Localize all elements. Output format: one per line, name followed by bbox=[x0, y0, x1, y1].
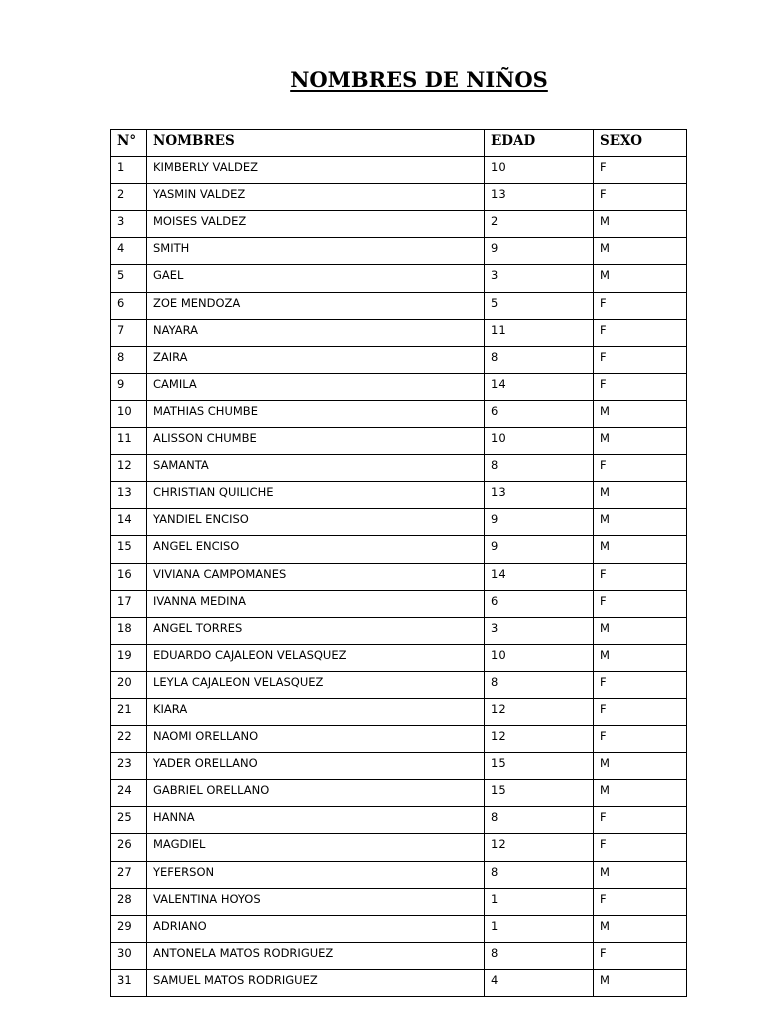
cell-name: KIARA bbox=[147, 698, 485, 725]
cell-name: SMITH bbox=[147, 238, 485, 265]
cell-age: 10 bbox=[485, 644, 594, 671]
cell-age: 13 bbox=[485, 184, 594, 211]
cell-name: IVANNA MEDINA bbox=[147, 590, 485, 617]
table-row bbox=[111, 888, 687, 915]
cell-age: 8 bbox=[485, 807, 594, 834]
cell-sex: F bbox=[594, 455, 687, 482]
cell-age: 12 bbox=[485, 726, 594, 753]
cell-name: MOISES VALDEZ bbox=[147, 211, 485, 238]
cell-age: 4 bbox=[485, 969, 594, 996]
cell-number: 14 bbox=[111, 509, 147, 536]
cell-name: MAGDIEL bbox=[147, 834, 485, 861]
table-row bbox=[111, 265, 687, 292]
cell-name: VIVIANA CAMPOMANES bbox=[147, 563, 485, 590]
cell-number: 15 bbox=[111, 536, 147, 563]
children-table bbox=[110, 129, 687, 997]
column-header-sex: SEXO bbox=[594, 130, 687, 157]
cell-age: 8 bbox=[485, 861, 594, 888]
cell-age: 14 bbox=[485, 373, 594, 400]
cell-age: 8 bbox=[485, 671, 594, 698]
table-row bbox=[111, 536, 687, 563]
cell-age: 1 bbox=[485, 915, 594, 942]
cell-number: 27 bbox=[111, 861, 147, 888]
cell-name: MATHIAS CHUMBE bbox=[147, 400, 485, 427]
table-row bbox=[111, 211, 687, 238]
table-body bbox=[111, 157, 687, 997]
cell-name: SAMUEL MATOS RODRIGUEZ bbox=[147, 969, 485, 996]
cell-sex: F bbox=[594, 942, 687, 969]
table-row bbox=[111, 753, 687, 780]
cell-number: 16 bbox=[111, 563, 147, 590]
cell-number: 25 bbox=[111, 807, 147, 834]
cell-name: HANNA bbox=[147, 807, 485, 834]
cell-sex: F bbox=[594, 373, 687, 400]
cell-sex: F bbox=[594, 671, 687, 698]
cell-age: 10 bbox=[485, 157, 594, 184]
cell-number: 6 bbox=[111, 292, 147, 319]
table-row bbox=[111, 969, 687, 996]
table-row bbox=[111, 482, 687, 509]
cell-name: ZOE MENDOZA bbox=[147, 292, 485, 319]
column-header-number: N° bbox=[111, 130, 147, 157]
cell-name: YADER ORELLANO bbox=[147, 753, 485, 780]
cell-age: 15 bbox=[485, 753, 594, 780]
cell-number: 21 bbox=[111, 698, 147, 725]
table-row bbox=[111, 184, 687, 211]
table-row bbox=[111, 807, 687, 834]
cell-name: NAYARA bbox=[147, 319, 485, 346]
table-row bbox=[111, 915, 687, 942]
cell-number: 1 bbox=[111, 157, 147, 184]
table-row bbox=[111, 400, 687, 427]
table-row bbox=[111, 373, 687, 400]
table-row bbox=[111, 780, 687, 807]
cell-name: ADRIANO bbox=[147, 915, 485, 942]
table-row bbox=[111, 942, 687, 969]
table-row bbox=[111, 346, 687, 373]
cell-number: 4 bbox=[111, 238, 147, 265]
cell-age: 10 bbox=[485, 428, 594, 455]
cell-name: VALENTINA HOYOS bbox=[147, 888, 485, 915]
table-row bbox=[111, 157, 687, 184]
cell-name: GABRIEL ORELLANO bbox=[147, 780, 485, 807]
cell-sex: M bbox=[594, 400, 687, 427]
cell-number: 24 bbox=[111, 780, 147, 807]
table-row bbox=[111, 238, 687, 265]
cell-sex: F bbox=[594, 807, 687, 834]
cell-sex: F bbox=[594, 698, 687, 725]
cell-sex: M bbox=[594, 861, 687, 888]
cell-age: 8 bbox=[485, 942, 594, 969]
cell-age: 5 bbox=[485, 292, 594, 319]
cell-number: 28 bbox=[111, 888, 147, 915]
cell-sex: F bbox=[594, 319, 687, 346]
document-title: NOMBRES DE NIÑOS bbox=[290, 67, 548, 92]
cell-name: ANTONELA MATOS RODRIGUEZ bbox=[147, 942, 485, 969]
cell-sex: F bbox=[594, 292, 687, 319]
table-row bbox=[111, 726, 687, 753]
cell-name: CHRISTIAN QUILICHE bbox=[147, 482, 485, 509]
cell-sex: F bbox=[594, 888, 687, 915]
table-row bbox=[111, 428, 687, 455]
cell-age: 15 bbox=[485, 780, 594, 807]
cell-sex: M bbox=[594, 780, 687, 807]
cell-name: GAEL bbox=[147, 265, 485, 292]
cell-sex: M bbox=[594, 536, 687, 563]
cell-age: 14 bbox=[485, 563, 594, 590]
cell-name: ANGEL TORRES bbox=[147, 617, 485, 644]
cell-age: 3 bbox=[485, 265, 594, 292]
cell-age: 13 bbox=[485, 482, 594, 509]
column-header-age: EDAD bbox=[485, 130, 594, 157]
cell-age: 8 bbox=[485, 346, 594, 373]
cell-number: 9 bbox=[111, 373, 147, 400]
cell-sex: F bbox=[594, 346, 687, 373]
cell-age: 8 bbox=[485, 455, 594, 482]
cell-number: 18 bbox=[111, 617, 147, 644]
cell-number: 19 bbox=[111, 644, 147, 671]
cell-age: 9 bbox=[485, 509, 594, 536]
cell-sex: M bbox=[594, 238, 687, 265]
cell-age: 1 bbox=[485, 888, 594, 915]
cell-number: 5 bbox=[111, 265, 147, 292]
table-row bbox=[111, 319, 687, 346]
cell-number: 13 bbox=[111, 482, 147, 509]
cell-age: 12 bbox=[485, 698, 594, 725]
cell-sex: F bbox=[594, 157, 687, 184]
cell-sex: F bbox=[594, 590, 687, 617]
table-row bbox=[111, 698, 687, 725]
cell-number: 20 bbox=[111, 671, 147, 698]
cell-name: NAOMI ORELLANO bbox=[147, 726, 485, 753]
cell-sex: F bbox=[594, 563, 687, 590]
cell-name: CAMILA bbox=[147, 373, 485, 400]
cell-number: 22 bbox=[111, 726, 147, 753]
cell-name: YANDIEL ENCISO bbox=[147, 509, 485, 536]
table-row bbox=[111, 671, 687, 698]
cell-age: 9 bbox=[485, 238, 594, 265]
cell-sex: M bbox=[594, 644, 687, 671]
table-row bbox=[111, 509, 687, 536]
table-row bbox=[111, 455, 687, 482]
cell-number: 10 bbox=[111, 400, 147, 427]
table-row bbox=[111, 644, 687, 671]
cell-name: YASMIN VALDEZ bbox=[147, 184, 485, 211]
cell-sex: M bbox=[594, 509, 687, 536]
cell-name: LEYLA CAJALEON VELASQUEZ bbox=[147, 671, 485, 698]
cell-age: 6 bbox=[485, 400, 594, 427]
cell-name: ALISSON CHUMBE bbox=[147, 428, 485, 455]
cell-number: 7 bbox=[111, 319, 147, 346]
cell-number: 8 bbox=[111, 346, 147, 373]
cell-sex: M bbox=[594, 265, 687, 292]
table-header-row bbox=[111, 130, 687, 157]
cell-number: 2 bbox=[111, 184, 147, 211]
cell-number: 31 bbox=[111, 969, 147, 996]
cell-name: YEFERSON bbox=[147, 861, 485, 888]
cell-number: 11 bbox=[111, 428, 147, 455]
cell-sex: M bbox=[594, 428, 687, 455]
cell-sex: F bbox=[594, 184, 687, 211]
cell-sex: M bbox=[594, 969, 687, 996]
cell-age: 11 bbox=[485, 319, 594, 346]
cell-age: 12 bbox=[485, 834, 594, 861]
cell-number: 26 bbox=[111, 834, 147, 861]
cell-name: SAMANTA bbox=[147, 455, 485, 482]
table-row bbox=[111, 617, 687, 644]
cell-number: 12 bbox=[111, 455, 147, 482]
cell-number: 17 bbox=[111, 590, 147, 617]
cell-age: 3 bbox=[485, 617, 594, 644]
column-header-names: NOMBRES bbox=[147, 130, 485, 157]
cell-number: 29 bbox=[111, 915, 147, 942]
table-row bbox=[111, 834, 687, 861]
cell-name: EDUARDO CAJALEON VELASQUEZ bbox=[147, 644, 485, 671]
cell-sex: M bbox=[594, 753, 687, 780]
cell-sex: M bbox=[594, 482, 687, 509]
cell-number: 23 bbox=[111, 753, 147, 780]
cell-age: 2 bbox=[485, 211, 594, 238]
cell-number: 3 bbox=[111, 211, 147, 238]
cell-sex: M bbox=[594, 211, 687, 238]
cell-sex: F bbox=[594, 834, 687, 861]
cell-sex: F bbox=[594, 726, 687, 753]
table-row bbox=[111, 861, 687, 888]
table-row bbox=[111, 590, 687, 617]
cell-number: 30 bbox=[111, 942, 147, 969]
cell-age: 6 bbox=[485, 590, 594, 617]
cell-name: KIMBERLY VALDEZ bbox=[147, 157, 485, 184]
table-row bbox=[111, 292, 687, 319]
cell-sex: M bbox=[594, 915, 687, 942]
cell-name: ZAIRA bbox=[147, 346, 485, 373]
cell-age: 9 bbox=[485, 536, 594, 563]
cell-sex: M bbox=[594, 617, 687, 644]
cell-name: ANGEL ENCISO bbox=[147, 536, 485, 563]
table-row bbox=[111, 563, 687, 590]
